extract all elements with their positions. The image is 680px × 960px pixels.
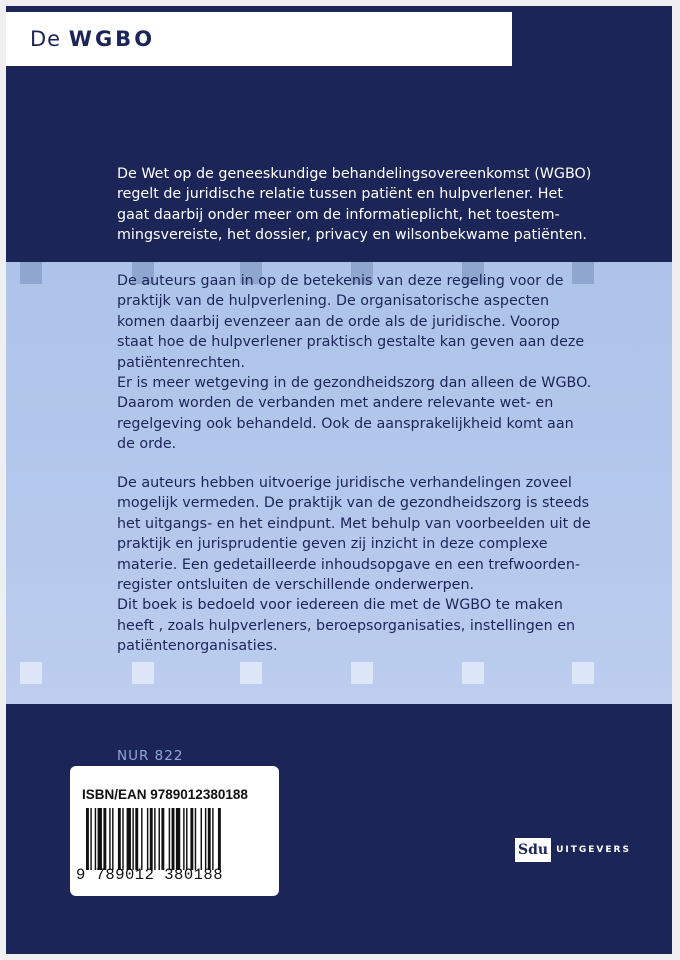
barcode-bar <box>103 808 106 870</box>
barcode-bar <box>169 808 170 870</box>
text-line: materie. Een gedetailleerde inhoudsopgave en een trefwoorden- <box>117 556 581 573</box>
barcode-bar <box>150 808 153 870</box>
barcode-bar <box>161 808 164 870</box>
barcode-bar <box>190 808 193 870</box>
barcode-bar <box>208 808 211 870</box>
publisher-logo-mark: Sdu <box>515 838 551 862</box>
barcode-bar <box>132 808 133 870</box>
barcode-bar <box>98 808 102 870</box>
text-line: register ontsluiten de verschillende onderwerpen. <box>117 577 475 594</box>
band-square-top <box>20 262 42 284</box>
barcode-bar <box>135 808 138 870</box>
text-line: De auteurs gaan in op de betekenis van deze regeling voor de <box>117 273 564 289</box>
barcode-bar <box>127 808 131 870</box>
text-line: staat hoe de hulpverlener praktisch gestalte kan geven aan deze <box>117 334 585 351</box>
barcode-bar <box>212 808 213 870</box>
publisher-name: UITGEVERS <box>556 845 631 855</box>
text-line: praktijk en jurisprudentie geven zij inzicht in deze complexe <box>117 536 548 553</box>
band-square-bottom <box>462 662 484 684</box>
isbn-text: ISBN/EAN 9789012380188 <box>82 787 248 802</box>
barcode-bar <box>201 808 202 870</box>
text-line: mogelijk vermeden. De praktijk van de gezondheidszorg is steeds <box>117 495 590 512</box>
barcode-bar <box>154 808 155 870</box>
barcode-bar <box>176 808 180 870</box>
text-line: Daarom worden de verbanden met andere relevante wet- en <box>117 395 554 412</box>
band-square-bottom <box>351 662 373 684</box>
barcode-bar <box>86 808 89 870</box>
text-line: De auteurs hebben uitvoerige juridische verhandelingen zoveel <box>117 475 572 491</box>
barcode-bar <box>147 808 148 870</box>
text-line: gaat daarbij onder meer om de informatieplicht, het toestem- <box>117 206 560 223</box>
band-square-bottom <box>20 662 42 684</box>
barcode-bar <box>112 808 113 870</box>
description-paragraph-2 <box>117 271 592 455</box>
text-line: De Wet op de geneeskundige behandelingsovereenkomst (WGBO) <box>117 166 592 182</box>
text-line: regelgeving ook behandeld. Ook de aansprakelijkheid komt aan <box>117 415 574 432</box>
barcode-bar <box>195 808 196 870</box>
barcode-bar <box>141 808 142 870</box>
text-line: heeft , zoals hulpverleners, beroepsorganisaties, instellingen en <box>117 617 576 634</box>
book-title <box>30 27 155 51</box>
text-line: patiëntenorganisaties. <box>117 638 278 655</box>
description-paragraph-1 <box>117 164 592 246</box>
band-square-bottom <box>240 662 262 684</box>
barcode-bar <box>218 808 221 870</box>
nur-code: NUR 822 <box>117 748 184 764</box>
text-line: regelt de juridische relatie tussen patiënt en hulpverlener. Het <box>117 186 563 203</box>
band-square-bottom <box>572 662 594 684</box>
barcode-bar <box>90 808 91 870</box>
text-line: Er is meer wetgeving in de gezondheidszorg dan alleen de WGBO. <box>117 375 592 392</box>
barcode-bar <box>118 808 121 870</box>
barcode-bar <box>122 808 123 870</box>
title-prefix: De <box>30 27 62 51</box>
barcode-bar <box>183 808 184 870</box>
text-line: patiëntenrechten. <box>117 354 246 371</box>
barcode-bar <box>109 808 110 870</box>
text-line: mingsvereiste, het dossier, privacy en wilsonbekwame patiënten. <box>117 227 587 244</box>
description-paragraph-3 <box>117 473 591 657</box>
barcode-bar <box>172 808 175 870</box>
text-line: komen daarbij evenzeer aan de orde als de juridische. Voorop <box>117 313 560 330</box>
barcode-bar <box>159 808 160 870</box>
barcode-bar <box>186 808 187 870</box>
text-line: praktijk van de hulpverlening. De organisatorische aspecten <box>117 293 550 310</box>
text-line: Dit boek is bedoeld voor iedereen die met de WGBO te maken <box>117 597 563 614</box>
barcode-digits: 9 789012 380188 <box>76 866 224 884</box>
barcode-bar <box>205 808 206 870</box>
publisher-logo <box>515 836 631 864</box>
band-square-bottom <box>132 662 154 684</box>
text-line: het uitgangs- en het eindpunt. Met behulp van voorbeelden uit de <box>117 515 591 532</box>
barcode-icon <box>86 808 264 870</box>
text-line: de orde. <box>117 436 177 453</box>
barcode-bar <box>95 808 96 870</box>
title-brand: WGBO <box>68 27 156 51</box>
